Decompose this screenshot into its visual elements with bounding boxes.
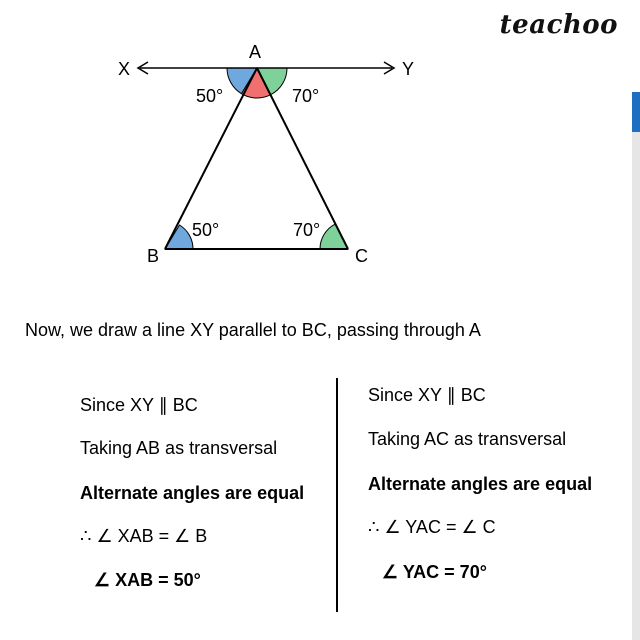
column-divider	[336, 378, 338, 612]
angle-c-label: 70°	[293, 220, 321, 240]
label-y: Y	[402, 59, 415, 79]
right-line-5: ∠ YAC = 70°	[382, 562, 487, 582]
right-line-2: Taking AC as transversal	[368, 429, 567, 449]
left-line-2: Taking AB as transversal	[80, 438, 278, 458]
label-a: A	[249, 42, 262, 62]
right-line-3: Alternate angles are equal	[368, 474, 593, 494]
left-line-5: ∠ XAB = 50°	[94, 570, 201, 590]
right-line-1: Since XY ∥ BC	[368, 385, 486, 405]
angle-c-sector	[320, 224, 348, 249]
angle-yac-label: 70°	[292, 86, 320, 106]
angle-xab-label: 50°	[196, 86, 224, 106]
right-line-4: ∴ ∠ YAC = ∠ C	[368, 517, 496, 537]
angle-b-sector	[165, 225, 193, 249]
left-line-1: Since XY ∥ BC	[80, 395, 198, 415]
intro-text: Now, we draw a line XY parallel to BC, passing through A	[25, 320, 481, 340]
label-b: B	[147, 246, 160, 266]
left-line-3: Alternate angles are equal	[80, 483, 305, 503]
label-c: C	[355, 246, 368, 266]
label-x: X	[118, 59, 131, 79]
left-line-4: ∴ ∠ XAB = ∠ B	[80, 526, 208, 546]
triangle-diagram	[0, 0, 640, 300]
angle-b-label: 50°	[192, 220, 220, 240]
teachoo-logo: teachoo	[499, 10, 618, 40]
